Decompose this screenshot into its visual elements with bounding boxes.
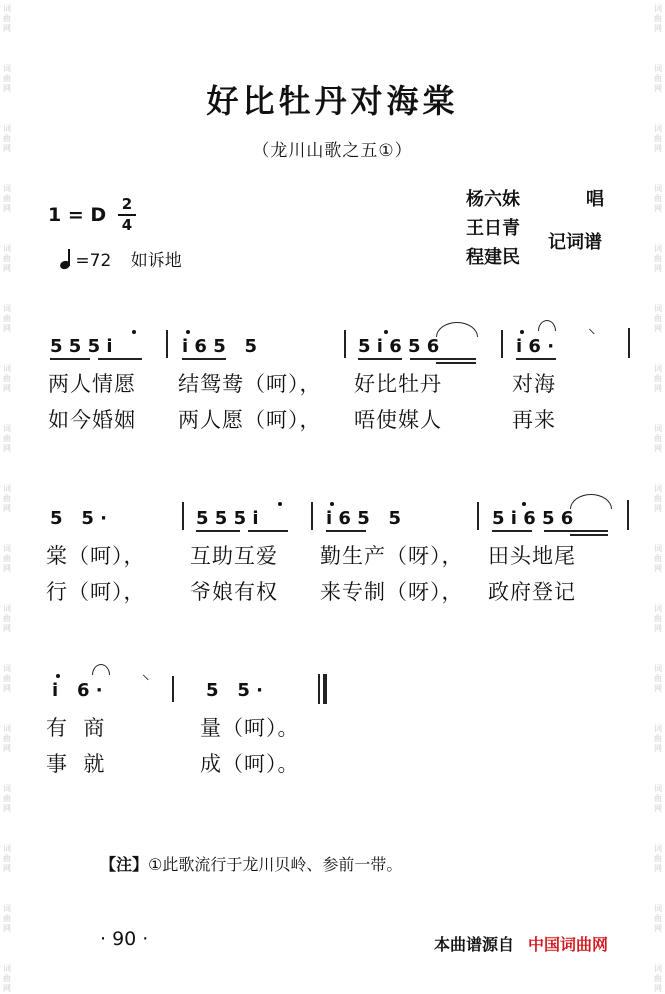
breath-mark-icon: ⸜	[142, 665, 150, 683]
barline	[628, 328, 630, 358]
song-subtitle: （龙川山歌之五①）	[252, 141, 413, 161]
watermark-text: 词 曲 网	[654, 604, 662, 633]
watermark-text: 词 曲 网	[654, 784, 662, 813]
lyric-2-2b: 爷娘有权	[190, 580, 278, 604]
footnote	[100, 852, 402, 875]
measure-2-4: 5 i 6 5 6	[492, 508, 574, 529]
fermata	[92, 664, 110, 675]
barline	[627, 500, 629, 530]
recorder-name-2: 程建民	[466, 247, 520, 268]
high-octave-dot	[56, 674, 60, 678]
time-signature	[118, 196, 136, 234]
measure-1-3: 5 i 6 5 6	[358, 336, 440, 357]
barline	[166, 330, 168, 358]
key-signature: 1 = D	[48, 204, 107, 226]
beam	[182, 358, 226, 360]
beam	[358, 358, 402, 360]
watermark-text: 词 曲 网	[3, 904, 11, 933]
beam	[516, 358, 556, 360]
lyric-2-2a: 互助互爱	[190, 544, 278, 568]
final-barline-thick	[323, 674, 327, 704]
lyric-1-1a: 两人情愿	[48, 372, 136, 396]
high-octave-dot	[186, 330, 190, 334]
footnote-label: 【注】	[100, 855, 149, 874]
singer-name: 杨六妹	[466, 189, 520, 210]
beam	[436, 362, 476, 364]
source-label: 本曲谱源自	[434, 935, 515, 954]
fermata	[538, 320, 556, 331]
watermark-text: 词 曲 网	[3, 844, 11, 873]
measure-3-2: 5 5 ·	[206, 680, 263, 701]
beam	[98, 358, 142, 360]
watermark-text: 词 曲 网	[654, 844, 662, 873]
lyric-2-3b: 来专制（呀），	[320, 580, 464, 604]
watermark-text: 词 曲 网	[654, 664, 662, 693]
lyric-1-2a: 结鸳鸯（呵），	[178, 372, 322, 396]
beam	[492, 530, 532, 532]
watermark-text: 词 曲 网	[3, 244, 11, 273]
expression-mark: 如诉地	[130, 251, 182, 271]
beam	[196, 530, 240, 532]
footnote-text: ①此歌流行于龙川贝岭、参前一带。	[148, 855, 403, 874]
lyric-1-4a: 对海	[512, 372, 556, 396]
watermark-text: 词 曲 网	[3, 604, 11, 633]
watermark-text: 词 曲 网	[3, 64, 11, 93]
measure-1-2: i 6 5 5	[182, 336, 258, 357]
watermark-text: 词 曲 网	[654, 244, 662, 273]
lyric-3-2b: 成（呵）。	[200, 752, 300, 776]
watermark-text: 词 曲 网	[654, 64, 662, 93]
beam	[410, 358, 476, 360]
time-sig-top: 2	[121, 195, 133, 213]
lyric-3-1b: 事 就	[46, 752, 106, 776]
recorder-role: 记词谱	[548, 232, 602, 253]
measure-1-1: 5 5 5 i	[50, 336, 113, 357]
watermark-text: 词 曲 网	[3, 484, 11, 513]
quarter-note-icon	[60, 251, 70, 269]
slur	[436, 322, 478, 337]
measure-1-4: i 6 ·	[516, 336, 555, 357]
watermark-text: 词 曲 网	[654, 364, 662, 393]
singer-role: 唱	[586, 189, 604, 210]
beam	[248, 530, 288, 532]
barline	[477, 502, 479, 530]
lyric-1-3a: 好比牡丹	[354, 372, 442, 396]
watermark-text: 词 曲 网	[654, 484, 662, 513]
high-octave-dot	[520, 330, 524, 334]
watermark-text: 词 曲 网	[3, 4, 11, 33]
watermark-text: 词 曲 网	[3, 364, 11, 393]
beam	[544, 530, 608, 532]
beam	[326, 530, 366, 532]
lyric-3-1a: 有 商	[46, 716, 106, 740]
source-brand-link[interactable]: 中国词曲网	[528, 935, 609, 954]
watermark-text: 词 曲 网	[654, 544, 662, 573]
breath-mark-icon: ⸜	[588, 319, 596, 337]
time-sig-bottom: 4	[121, 216, 133, 234]
source-credit	[434, 932, 608, 955]
page-number: · 90 ·	[100, 928, 149, 950]
lyric-2-4a: 田头地尾	[488, 544, 576, 568]
watermark-text: 词 曲 网	[654, 184, 662, 213]
watermark-text: 词 曲 网	[3, 544, 11, 573]
lyric-1-2b: 两人愿（呵），	[178, 408, 322, 432]
measure-2-1: 5 5 ·	[50, 508, 107, 529]
lyric-2-4b: 政府登记	[488, 580, 576, 604]
barline	[172, 676, 174, 702]
beam	[50, 358, 90, 360]
watermark-text: 词 曲 网	[654, 724, 662, 753]
watermark-text: 词 曲 网	[3, 784, 11, 813]
watermark-text: 词 曲 网	[3, 184, 11, 213]
high-octave-dot	[330, 502, 334, 506]
measure-2-2: 5 5 5 i	[196, 508, 259, 529]
lyric-3-2a: 量（呵）。	[200, 716, 300, 740]
beam	[570, 534, 608, 536]
barline	[182, 502, 184, 530]
high-octave-dot	[132, 330, 136, 334]
barline	[344, 330, 346, 358]
lyric-2-3a: 勤生产（呀），	[320, 544, 464, 568]
recorder-name-1: 王日青	[466, 218, 520, 239]
slur	[570, 494, 612, 509]
watermark-text: 词 曲 网	[3, 304, 11, 333]
watermark-text: 词 曲 网	[654, 424, 662, 453]
lyric-2-1a: 棠（呵），	[46, 544, 146, 568]
tempo-marking	[60, 246, 182, 271]
watermark-text: 词 曲 网	[654, 904, 662, 933]
lyric-1-1b: 如今婚姻	[48, 408, 136, 432]
high-octave-dot	[384, 330, 388, 334]
watermark-text: 词 曲 网	[654, 964, 662, 993]
final-barline-thin	[318, 674, 320, 704]
barline	[311, 502, 313, 530]
watermark-text: 词 曲 网	[3, 964, 11, 993]
lyric-2-1b: 行（呵），	[46, 580, 146, 604]
watermark-text: 词 曲 网	[3, 124, 11, 153]
tempo-value: =72	[75, 251, 112, 271]
watermark-text: 词 曲 网	[654, 304, 662, 333]
high-octave-dot	[522, 502, 526, 506]
lyric-1-4b: 再来	[512, 408, 556, 432]
measure-2-3: i 6 5 5	[326, 508, 402, 529]
watermark-text: 词 曲 网	[654, 124, 662, 153]
lyric-1-3b: 唔使媒人	[354, 408, 442, 432]
song-title: 好比牡丹对海棠	[206, 82, 459, 120]
watermark-text: 词 曲 网	[3, 664, 11, 693]
high-octave-dot	[278, 502, 282, 506]
watermark-text: 词 曲 网	[3, 724, 11, 753]
barline	[501, 330, 503, 358]
measure-3-1: i 6 ·	[52, 680, 103, 701]
watermark-text: 词 曲 网	[654, 4, 662, 33]
watermark-text: 词 曲 网	[3, 424, 11, 453]
